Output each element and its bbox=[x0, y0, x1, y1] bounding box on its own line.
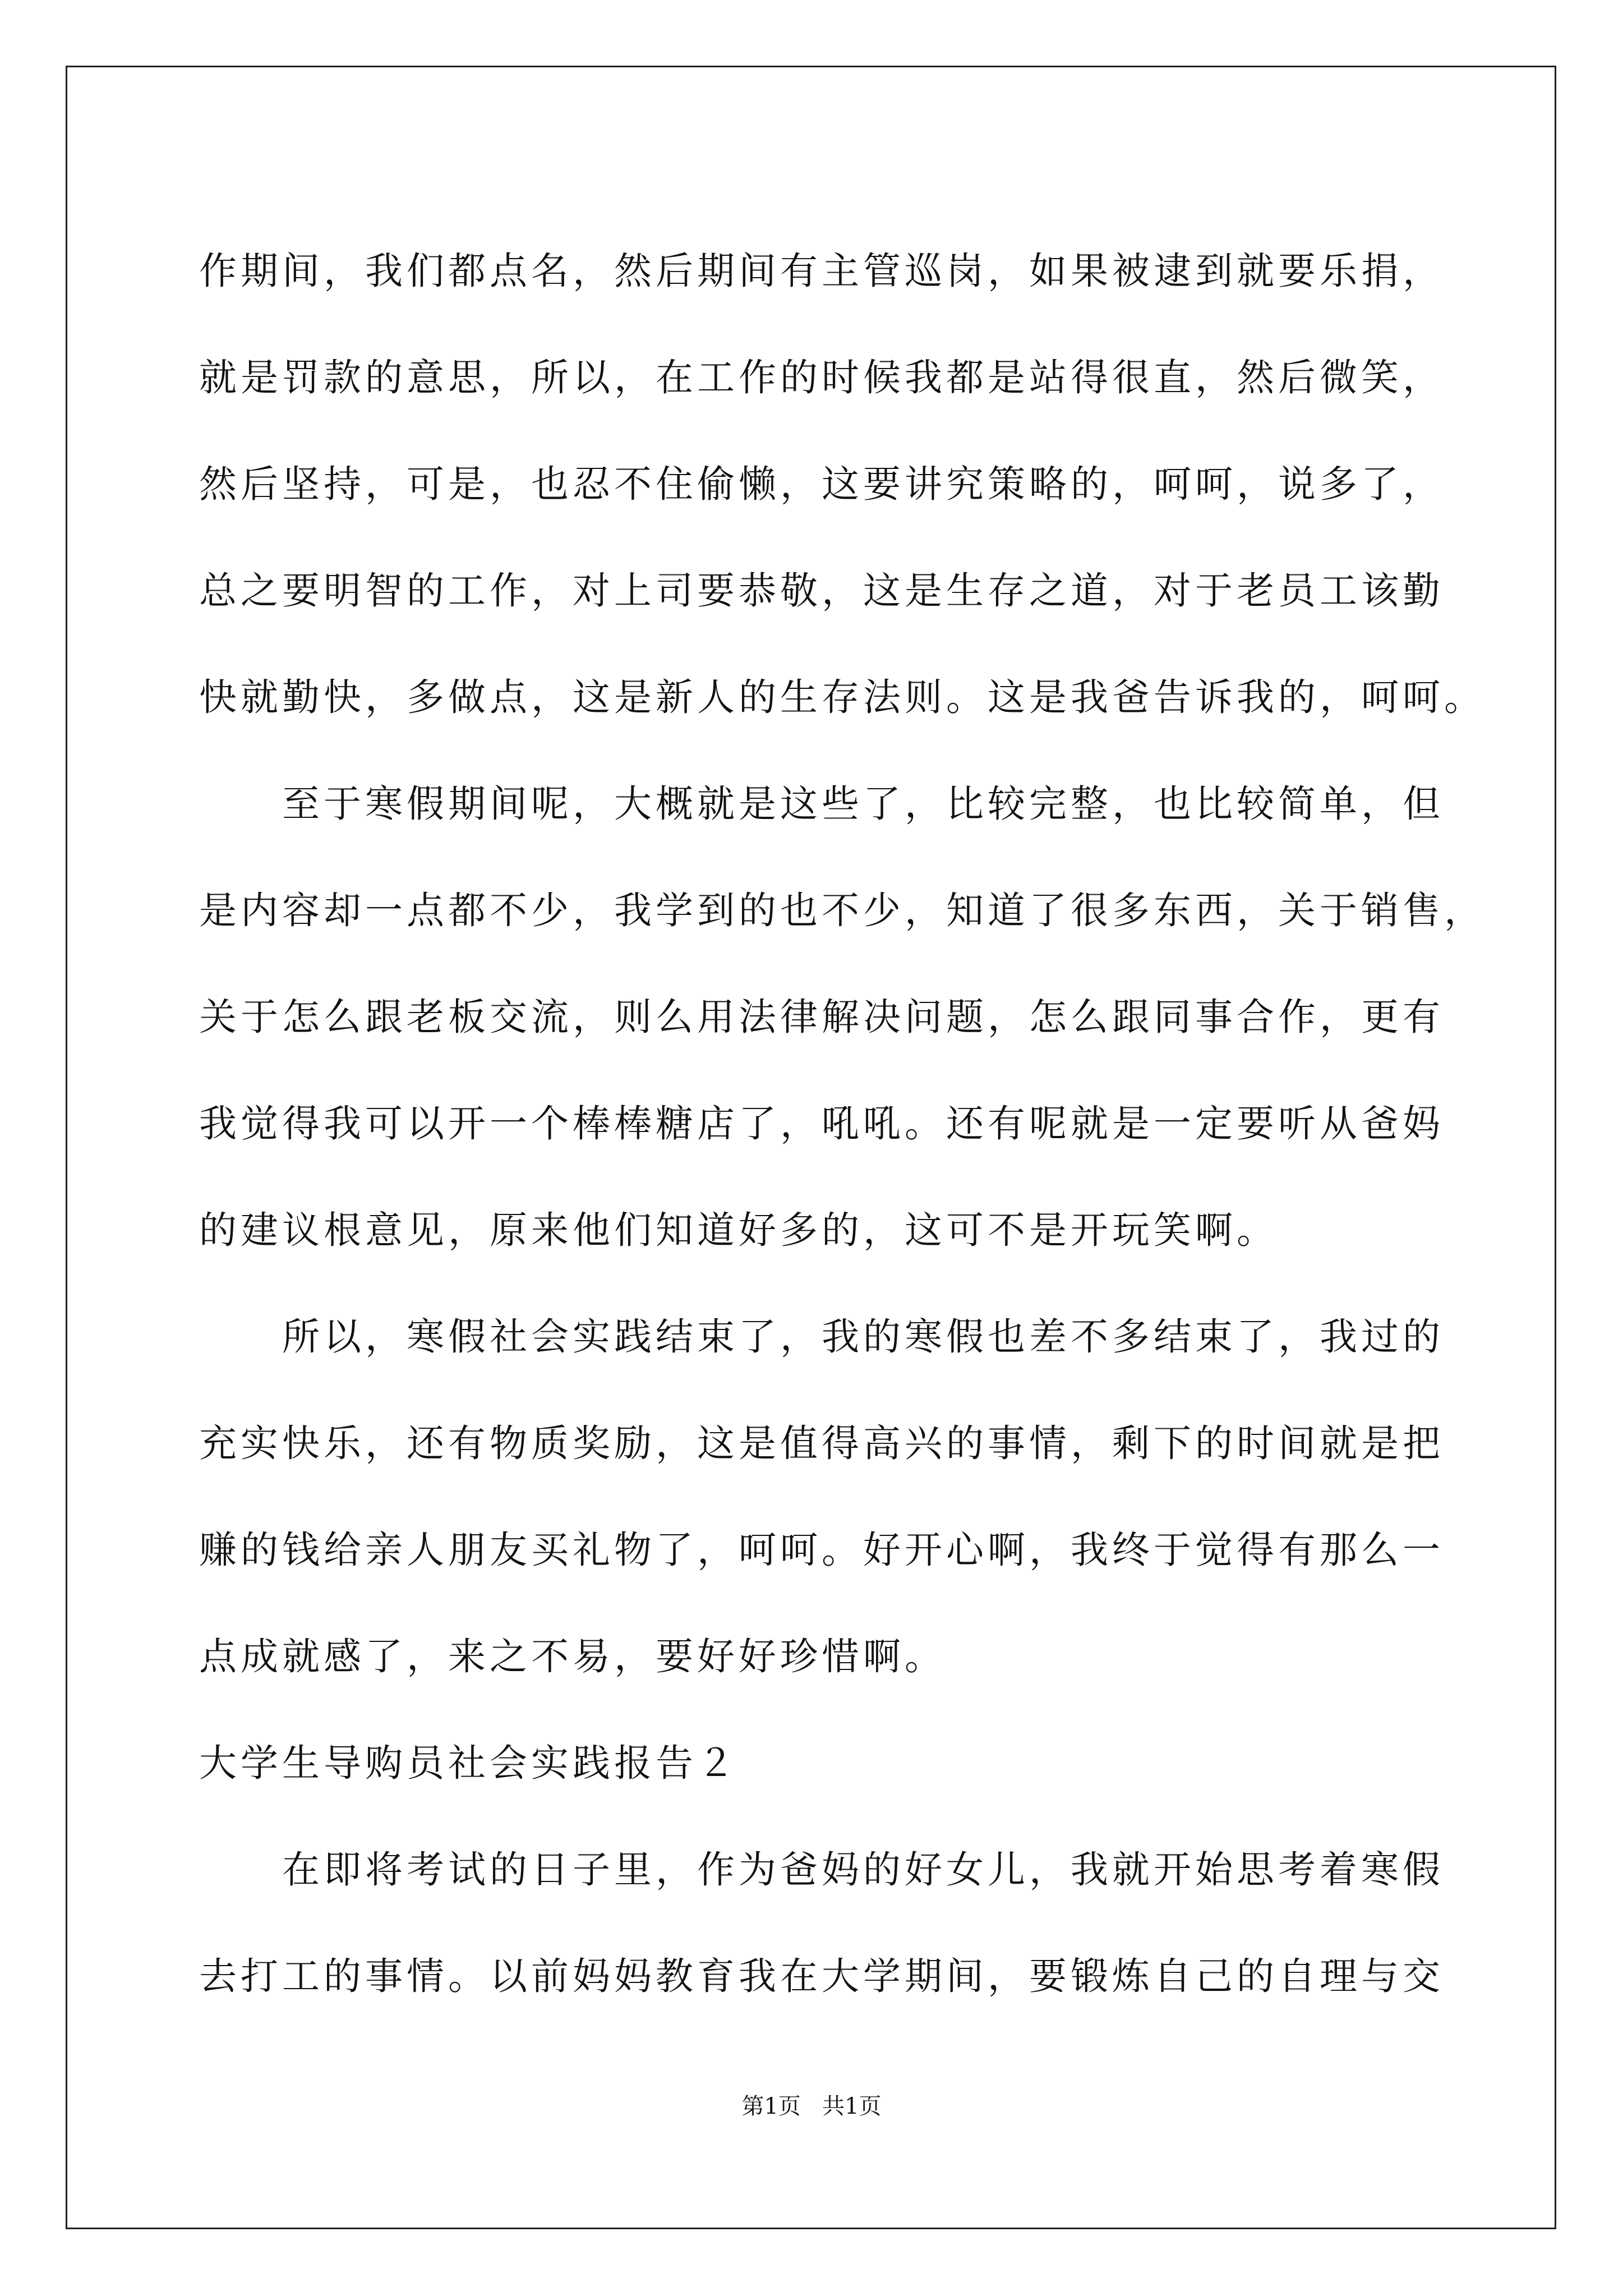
text-line: 去打工的事情。以前妈妈教育我在大学期间，要锻炼自己的自理与交 bbox=[199, 1954, 1444, 1998]
text-line: 然后坚持，可是，也忍不住偷懒，这要讲究策略的，呵呵，说多了， bbox=[199, 462, 1444, 506]
paragraph-start-line: 所以，寒假社会实践结束了，我的寒假也差不多结束了，我过的 bbox=[282, 1315, 1444, 1359]
text-line: 总之要明智的工作，对上司要恭敬，这是生存之道，对于老员工该勤 bbox=[199, 569, 1444, 613]
text-line: 是内容却一点都不少，我学到的也不少，知道了很多东西，关于销售， bbox=[199, 889, 1486, 932]
paragraph-start-line: 在即将考试的日子里，作为爸妈的好女儿，我就开始思考着寒假 bbox=[282, 1848, 1444, 1892]
text-line: 点成就感了，来之不易，要好好珍惜啊。 bbox=[199, 1635, 946, 1678]
text-line: 快就勤快，多做点，这是新人的生存法则。这是我爸告诉我的，呵呵。 bbox=[199, 675, 1486, 719]
text-line: 作期间，我们都点名，然后期间有主管巡岗，如果被逮到就要乐捐， bbox=[199, 249, 1444, 293]
section-heading: 大学生导购员社会实践报告２ bbox=[199, 1741, 739, 1785]
paragraph-start-line: 至于寒假期间呢，大概就是这些了，比较完整，也比较简单，但 bbox=[282, 782, 1444, 826]
text-line: 我觉得我可以开一个棒棒糖店了，吼吼。还有呢就是一定要听从爸妈 bbox=[199, 1102, 1444, 1145]
text-line: 关于怎么跟老板交流，则么用法律解决问题，怎么跟同事合作，更有 bbox=[199, 995, 1444, 1039]
text-line: 充实快乐，还有物质奖励，这是值得高兴的事情，剩下的时间就是把 bbox=[199, 1421, 1444, 1465]
text-line: 赚的钱给亲人朋友买礼物了，呵呵。好开心啊，我终于觉得有那么一 bbox=[199, 1528, 1444, 1572]
text-line: 的建议根意见，原来他们知道好多的，这可不是开玩笑啊。 bbox=[199, 1208, 1278, 1252]
text-line: 就是罚款的意思，所以，在工作的时候我都是站得很直，然后微笑， bbox=[199, 356, 1444, 399]
document-body bbox=[199, 218, 1486, 2030]
page-number-footer: 第1页 共1页 bbox=[741, 2093, 882, 2119]
